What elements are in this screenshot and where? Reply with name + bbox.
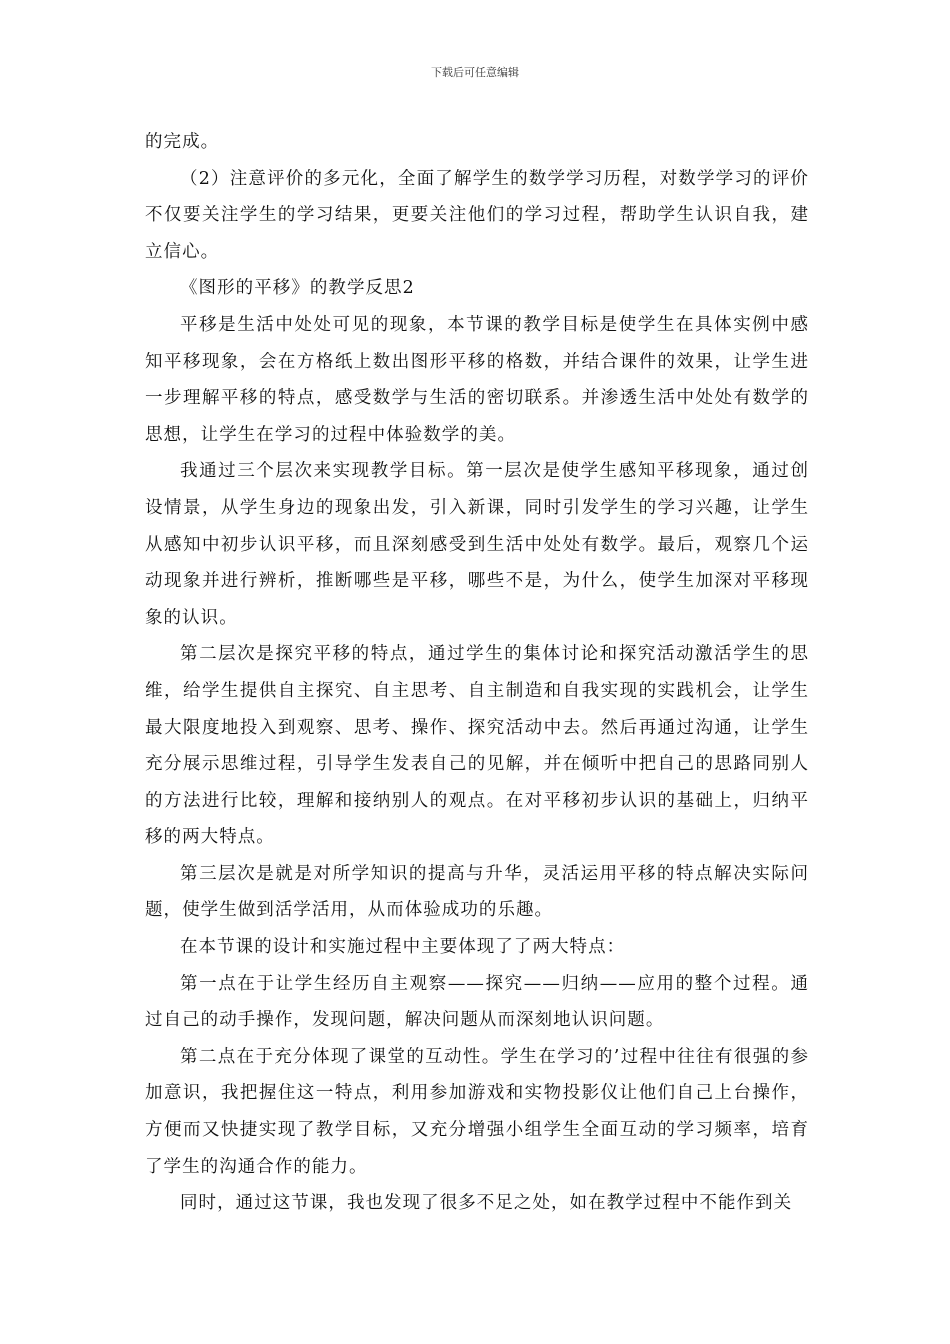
document-body [145,124,809,1222]
paragraph-feature-one: 第一点在于让学生经历自主观察——探究——归纳——应用的整个过程。通过自己的动手操作，发现问题，解决问题从而深刻地认识问题。 [145,973,809,1031]
paragraph-level-three: 第三层次是就是对所学知识的提高与升华，灵活运用平移的特点解决实际问题，使学生做到活学活用，从而体验成功的乐趣。 [145,863,809,921]
paragraph-features-intro: 在本节课的设计和实施过程中主要体现了了两大特点： [180,937,626,958]
paragraph-feature-two: 第二点在于充分体现了课堂的互动性。学生在学习的’过程中往往有很强的参加意识，我把握住这一特点，利用参加游戏和实物投影仪让他们自己上台操作，方便而又快捷实现了教学目标，又充分增强小组学生全面互动的学习频率，培育了学生的沟通合作的能力。 [145,1046,809,1177]
paragraph-continuation: 的完成。 [145,132,220,152]
paragraph-shortcomings: 同时，通过这节课，我也发现了很多不足之处，如在教学过程中不能作到关 [180,1193,793,1214]
paragraph-intro: 平移是生活中处处可见的现象，本节课的教学目标是使学生在具体实例中感知平移现象，会在方格纸上数出图形平移的格数，并结合课件的效果，让学生进一步理解平移的特点，感受数学与生活的密切联系。并渗透生活中处处有数学的思想，让学生在学习的过程中体验数学的美。 [145,314,809,445]
paragraph-evaluation-point-2: （2）注意评价的多元化，全面了解学生的数学学习历程，对数学学习的评价不仅要关注学生的学习结果，更要关注他们的学习过程，帮助学生认识自我，建立信心。 [145,168,809,262]
paragraph-level-one: 我通过三个层次来实现教学目标。第一层次是使学生感知平移现象，通过创设情景，从学生身边的现象出发，引入新课，同时引发学生的学习兴趣，让学生从感知中初步认识平移，而且深刻感受到生活中处处有数学。最后，观察几个运动现象并进行辨析，推断哪些是平移，哪些不是，为什么，使学生加深对平移现象的认识。 [145,461,809,628]
section-title: 《图形的平移》的教学反思2 [180,278,415,299]
page-header: 下载后可任意编辑 [431,66,519,79]
paragraph-level-two: 第二层次是探究平移的特点，通过学生的集体讨论和探究活动激活学生的思维，给学生提供自主探究、自主思考、自主制造和自我实现的实践机会，让学生最大限度地投入到观察、思考、操作、探究活动中去。然后再通过沟通，让学生充分展示思维过程，引导学生发表自己的见解，并在倾听中把自己的思路同别人的方法进行比较，理解和接纳别人的观点。在对平移初步认识的基础上，归纳平移的两大特点。 [145,644,809,848]
